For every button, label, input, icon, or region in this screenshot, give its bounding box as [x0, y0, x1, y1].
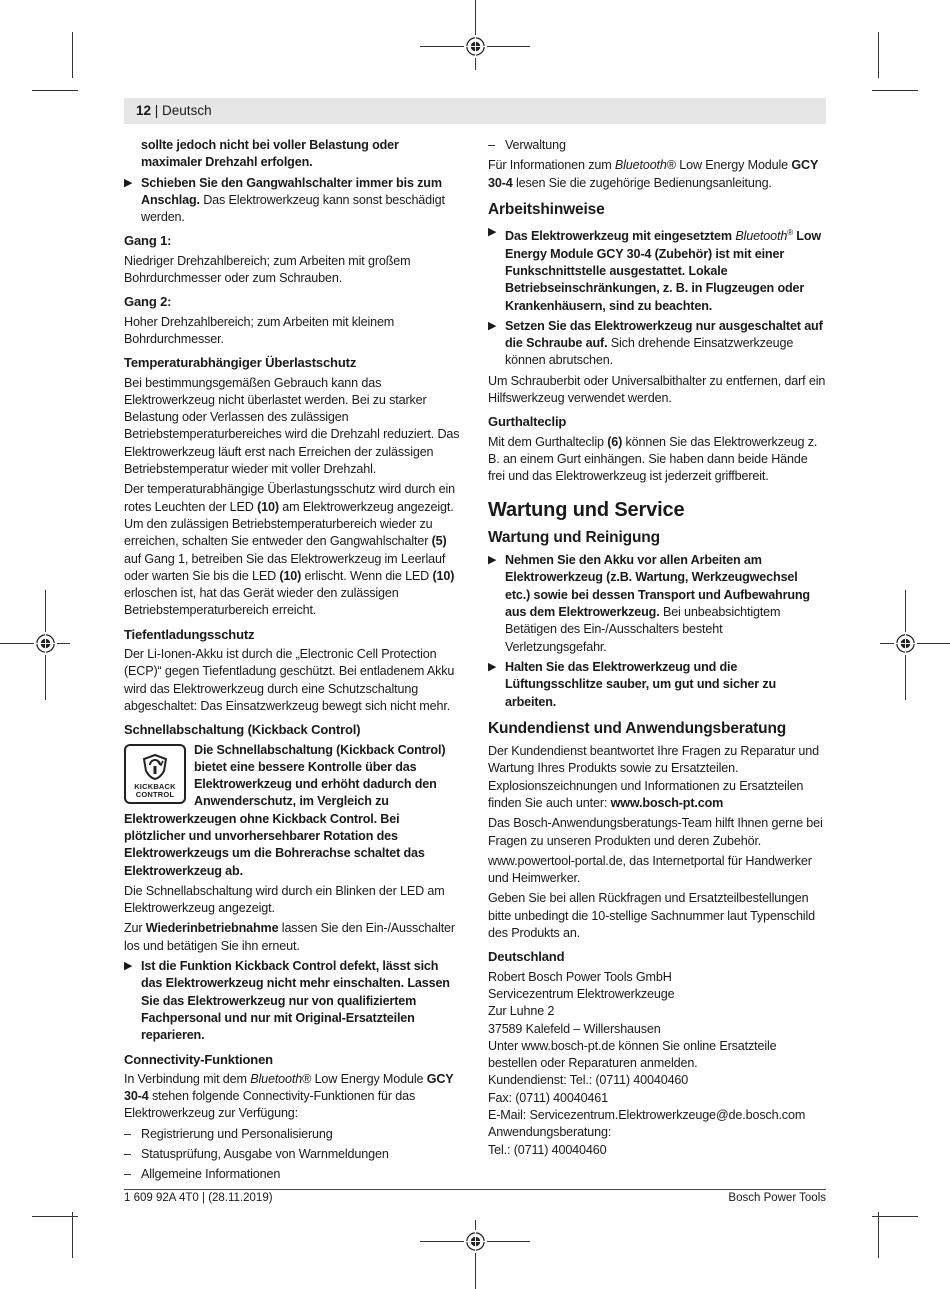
country-title: Deutschland	[488, 949, 565, 965]
address-line: Kundendienst: Tel.: (0711) 40040460	[488, 1073, 689, 1088]
module-info-text: Für Informationen zum Bluetooth® Low Energy Module GCY 30-4 lesen Sie die zugehörige Bedienungsanleitung.	[488, 158, 818, 190]
bullet-icon: ▶	[488, 660, 497, 673]
crop-mark	[872, 1216, 918, 1217]
crop-mark	[878, 1212, 879, 1258]
list-item: – Registrierung und Personalisierung	[124, 1126, 333, 1141]
customer-service-title: Kundendienst und Anwendungsberatung	[488, 719, 787, 737]
kickback-bold-text: Die Schnellabschaltung (Kickback Control) bietet eine bessere Kontrolle über das Elektrowerkzeug und erhöht dadurch den Anwenderschutz, im Vergleich zu Elektrowerkzeugen ohne Kickback Control. Bei plötzlicher und unvorhersehbarer Rotation des Elektrowerkzeugs um die Bohrerachse schaltet das Elektrowerkzeug ab.	[124, 742, 446, 878]
connectivity-title: Connectivity-Funktionen	[124, 1051, 273, 1067]
crop-mark	[32, 90, 78, 91]
page-language: Deutsch	[162, 103, 212, 118]
arbeitshinweise-title: Arbeitshinweise	[488, 200, 605, 218]
footer-doc-number: 1 609 92A 4T0 | (28.11.2019)	[124, 1192, 273, 1204]
list-item: – Verwaltung	[488, 138, 566, 152]
address-line: Tel.: (0711) 40040460	[488, 1142, 607, 1157]
left-column	[124, 137, 462, 1187]
maintenance-title: Wartung und Reinigung	[488, 528, 660, 546]
list-item: – Statusprüfung, Ausgabe von Warnmeldungen	[124, 1147, 389, 1162]
intro-text: sollte jedoch nicht bei voller Belastung oder maximaler Drehzahl erfolgen.	[141, 138, 399, 170]
bit-removal-text: Um Schrauberbit oder Universalbithalter zu entfernen, darf ein Hilfswerkzeug verwendet werden.	[488, 373, 826, 406]
header-band	[124, 98, 826, 124]
gang2-title: Gang 2:	[124, 294, 172, 310]
bullet-remove-battery: ▶ Nehmen Sie den Akku vor allen Arbeiten am Elektrowerkzeug (z.B. Wartung, Werkzeugwechsel etc.) sowie bei dessen Transport und Aufbewahrung aus dem Elektrowerkzeug. Bei unbeabsichtigtem Betätigen des Ein-/Ausschalters besteht Verletzungsgefahr.	[488, 553, 810, 654]
part-number-text: Geben Sie bei allen Rückfragen und Ersatzteilbestellungen bitte unbedingt die 10-stellige Sachnummer laut Typenschild des Produkts an.	[488, 891, 815, 941]
crop-mark	[32, 1216, 78, 1217]
kickback-title: Schnellabschaltung (Kickback Control)	[124, 722, 361, 738]
connectivity-text: In Verbindung mit dem Bluetooth® Low Energy Module GCY 30-4 stehen folgende Connectivity-Funktionen für das Elektrowerkzeug zur Verfügung:	[124, 1071, 454, 1121]
bullet-text: Das Elektrowerkzeug kann sonst beschädigt werden.	[141, 192, 445, 225]
bullet-bold: Schieben Sie den Gangwahlschalter immer bis zum Anschlag.	[141, 175, 442, 207]
temp-title: Temperaturabhängiger Überlastschutz	[124, 355, 357, 371]
address-line: 37589 Kalefeld – Willershausen	[488, 1021, 661, 1036]
email-line[interactable]: E-Mail: Servicezentrum.Elektrowerkzeuge@de.bosch.com	[488, 1108, 806, 1123]
advice-team-text: Das Bosch-Anwendungsberatungs-Team hilft Ihnen gerne bei Fragen zu unseren Produkten und deren Zubehör.	[488, 816, 823, 848]
bullet-gear	[124, 175, 462, 227]
address-line: Robert Bosch Power Tools GmbH	[488, 969, 672, 984]
customer-service-text: Der Kundendienst beantwortet Ihre Fragen zu Reparatur und Wartung Ihres Produkts sowie zu Ersatzteilen. Explosionszeichnungen und Informationen zu Ersatzteilen finden Sie auch unter: www.bosch-pt.com	[488, 744, 819, 810]
bullet-icon: ▶	[488, 319, 497, 332]
kickback-restart-text: Zur Wiederinbetriebnahme lassen Sie den Ein-/Ausschalter los und betätigen Sie ihn erneut.	[124, 921, 455, 953]
page-number: 12	[136, 103, 152, 118]
bullet-icon: ▶	[124, 960, 133, 973]
address-line: Unter www.bosch-pt.de können Sie online Ersatzteile bestellen oder Reparaturen anmelden.	[488, 1038, 777, 1071]
bullet-screw-safety: ▶ Setzen Sie das Elektrowerkzeug nur ausgeschaltet auf die Schraube auf. Sich drehende Einsatzwerkzeuge können abrutschen.	[488, 318, 823, 368]
crop-mark	[72, 1212, 73, 1258]
bullet-kickback-defect: ▶ Ist die Funktion Kickback Control defekt, lässt sich das Elektrowerkzeug nicht mehr einschalten. Lassen Sie das Elektrowerkzeug nur von qualifiziertem Fachpersonal und nur mit Original-Ersatzteilen reparieren.	[124, 959, 450, 1043]
gang2-text: Hoher Drehzahlbereich; zum Arbeiten mit kleinem Bohrdurchmesser.	[124, 314, 395, 346]
address-line: Servicezentrum Elektrowerkzeuge	[488, 986, 675, 1001]
service-title: Wartung und Service	[488, 498, 685, 521]
right-column	[488, 137, 826, 1159]
footer-brand: Bosch Power Tools	[728, 1192, 826, 1204]
kickback-control-icon: KICKBACK CONTROL	[124, 744, 186, 804]
list-item: – Allgemeine Informationen	[124, 1167, 281, 1182]
gang1-title: Gang 1:	[124, 233, 172, 249]
bullet-radio-interface: ▶ Das Elektrowerkzeug mit eingesetztem Bluetooth® Low Energy Module GCY 30-4 (Zubehör) ist mit einer Funkschnittstelle ausgestattet. Lokale Betriebseinschränkungen, z. B. in Flugzeugen oder Krankenhäusern, sind zu beachten.	[488, 226, 822, 313]
gang1-text: Niedriger Drehzahlbereich; zum Arbeiten mit großem Bohrdurchmesser oder zum Schrauben.	[124, 253, 411, 286]
portal-text: www.powertool-portal.de, das Internetportal für Handwerker und Heimwerker.	[488, 853, 812, 886]
deep-discharge-text: Der Li-Ionen-Akku ist durch die „Electronic Cell Protection (ECP)“ gegen Tiefentladung geschützt. Bei entladenem Akku wird das Elektrowerkzeug durch eine Schutzschaltung abgeschaltet: Das Einsatzwerkzeug bewegt sich nicht mehr.	[124, 647, 455, 713]
registration-mark-icon	[34, 632, 57, 655]
address-line: Zur Luhne 2	[488, 1004, 555, 1019]
registration-mark-icon	[464, 1230, 487, 1253]
bullet-icon: ▶	[124, 176, 133, 189]
bullet-icon: ▶	[488, 226, 497, 239]
belt-clip-text: Mit dem Gurthalteclip (6) können Sie das Elektrowerkzeug z. B. an einem Gurt einhängen. Sie haben dann beide Hände frei und das Elektrowerkzeug ist jederzeit griffbereit.	[488, 434, 818, 484]
footer-divider	[124, 1189, 826, 1190]
registration-mark-icon	[464, 35, 487, 58]
address-line: Fax: (0711) 40040461	[488, 1090, 608, 1105]
crop-mark	[872, 90, 918, 91]
belt-clip-title: Gurthalteclip	[488, 414, 567, 430]
bosch-url-link[interactable]: www.bosch-pt.com	[610, 795, 724, 810]
crop-mark	[72, 32, 73, 78]
temp-paragraph-2: Der temperaturabhängige Überlastungsschutz wird durch ein rotes Leuchten der LED (10) am Elektrowerkzeug angezeigt. Um den zulässigen Betriebstemperaturbereich wieder zu erreichen, schalten Sie entweder den Gangwahlschalter (5) auf Gang 1, betreiben Sie das Elektrowerkzeug im Leerlauf oder warten Sie bis die LED (10) erlischt. Wenn die LED (10) erloschen ist, hat das Gerät wieder den zulässigen Betriebstemperaturbereich erreicht.	[124, 482, 455, 618]
bullet-icon: ▶	[488, 554, 497, 567]
bullet-keep-clean: ▶ Halten Sie das Elektrowerkzeug und die Lüftungsschlitze sauber, um gut und sicher zu arbeiten.	[488, 659, 777, 709]
kickback-block	[124, 742, 462, 880]
address-block	[488, 969, 826, 1159]
address-line: Anwendungsberatung:	[488, 1125, 612, 1140]
crop-mark	[878, 32, 879, 78]
page-header: 12 | Deutsch	[136, 103, 212, 118]
registration-mark-icon	[894, 632, 917, 655]
kickback-led-text: Die Schnellabschaltung wird durch ein Blinken der LED am Elektrowerkzeug angezeigt.	[124, 883, 445, 916]
deep-discharge-title: Tiefentladungsschutz	[124, 626, 255, 642]
temp-paragraph-1: Bei bestimmungsgemäßen Gebrauch kann das Elektrowerkzeug nicht überlastet werden. Bei zu starker Belastung oder Verlassen des zulässigen Betriebstemperaturbereiches wird die Drehzahl reduziert. Das Elektrowerkzeug läuft erst nach Erreichen der zulässigen Betriebstemperatur wieder mit voller Drehzahl.	[124, 375, 460, 477]
